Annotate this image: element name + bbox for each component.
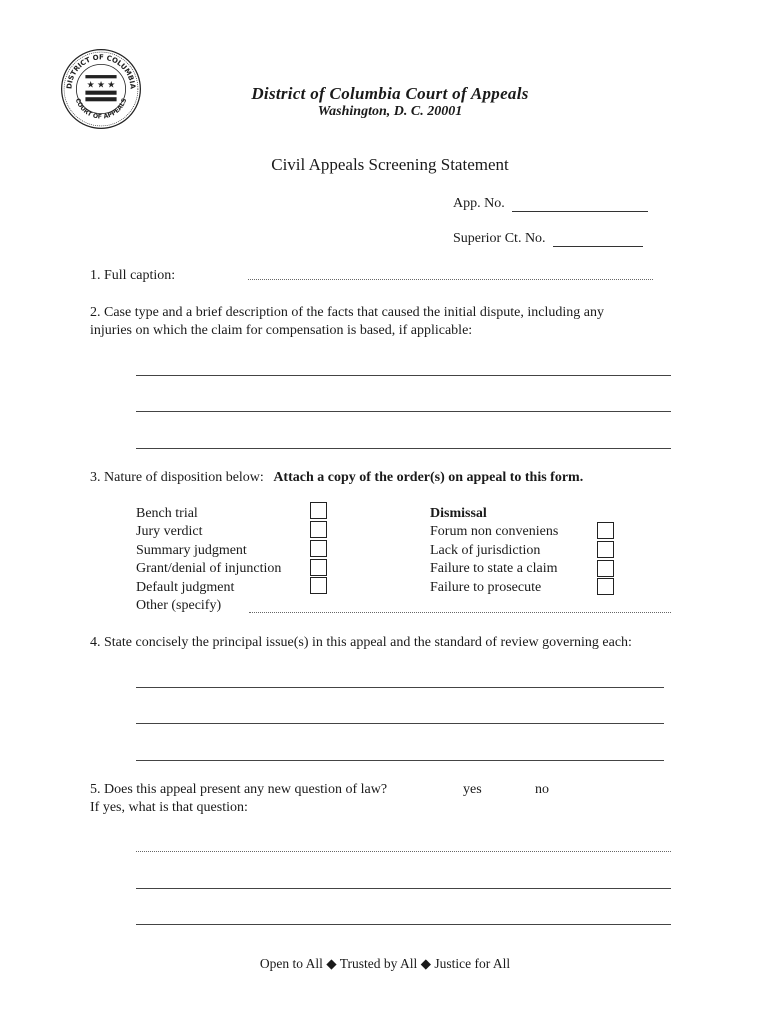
court-seal [60, 48, 142, 130]
q5-followup: If yes, what is that question: [90, 800, 248, 815]
option-forum-non-conveniens: Forum non conveniens [430, 524, 559, 539]
option-failure-to-state-claim: Failure to state a claim [430, 561, 558, 576]
q4-answer-line-2[interactable] [136, 723, 664, 724]
court-name: District of Columbia Court of Appeals [251, 84, 529, 103]
q5-answer-line-2[interactable] [136, 888, 671, 889]
checkbox-lack-of-jurisdiction[interactable] [597, 541, 614, 558]
q2-answer-line-2[interactable] [136, 411, 671, 412]
q5-answer-line-3[interactable] [136, 924, 671, 925]
footer-part-3: Justice for All [434, 956, 511, 971]
q2-line2: injuries on which the claim for compensation is based, if applicable: [90, 323, 473, 338]
superior-ct-no-label: Superior Ct. No. [453, 231, 546, 246]
diamond-icon: ◆ [326, 956, 337, 971]
checkbox-injunction[interactable] [310, 559, 327, 576]
checkbox-default-judgment[interactable] [310, 577, 327, 594]
checkbox-summary-judgment[interactable] [310, 540, 327, 557]
q5-answer-line-1[interactable] [136, 851, 671, 852]
app-no-label: App. No. [453, 196, 505, 211]
footer-part-2: Trusted by All [339, 956, 418, 971]
checkbox-jury-verdict[interactable] [310, 521, 327, 538]
option-lack-of-jurisdiction: Lack of jurisdiction [430, 543, 541, 558]
q3-label: 3. Nature of disposition below: [90, 470, 264, 485]
q4-answer-line-1[interactable] [136, 687, 664, 688]
q5-yes-option[interactable]: yes [463, 782, 482, 797]
option-bench-trial: Bench trial [136, 506, 198, 521]
option-failure-to-prosecute: Failure to prosecute [430, 580, 542, 595]
form-title: Civil Appeals Screening Statement [271, 155, 509, 174]
option-summary-judgment: Summary judgment [136, 543, 247, 558]
footer-part-1: Open to All [259, 956, 323, 971]
court-address: Washington, D. C. 20001 [317, 104, 463, 119]
full-caption-field[interactable] [248, 279, 653, 280]
q5-label: 5. Does this appeal present any new question of law? [90, 782, 388, 797]
q2-line1: 2. Case type and a brief description of the facts that caused the initial dispute, including any [90, 305, 604, 320]
seal-bottom-text: COURT OF APPEALS [73, 97, 129, 121]
app-no-field[interactable] [512, 197, 648, 212]
footer-motto [0, 956, 770, 972]
option-jury-verdict: Jury verdict [136, 524, 203, 539]
q2-answer-line-3[interactable] [136, 448, 671, 449]
option-default-judgment: Default judgment [136, 580, 235, 595]
seal-top-text: DISTRICT OF COLUMBIA [65, 53, 137, 90]
svg-text:★ ★ ★: ★ ★ ★ [86, 79, 116, 90]
checkbox-failure-to-prosecute[interactable] [597, 578, 614, 595]
q5-no-option[interactable]: no [535, 782, 549, 797]
q4-label: 4. State concisely the principal issue(s) in this appeal and the standard of review governing each: [90, 635, 632, 650]
q4-answer-line-3[interactable] [136, 760, 664, 761]
option-injunction: Grant/denial of injunction [136, 561, 282, 576]
checkbox-failure-to-state-claim[interactable] [597, 560, 614, 577]
checkbox-forum-non-conveniens[interactable] [597, 522, 614, 539]
other-specify-field[interactable] [249, 612, 671, 613]
diamond-icon: ◆ [420, 956, 432, 971]
superior-ct-no-field[interactable] [553, 232, 643, 247]
q3-instruction: Attach a copy of the order(s) on appeal to this form. [273, 470, 584, 485]
option-other-label: Other (specify) [136, 598, 222, 613]
checkbox-bench-trial[interactable] [310, 502, 327, 519]
dismissal-heading: Dismissal [430, 506, 487, 521]
q2-answer-line-1[interactable] [136, 375, 671, 376]
q1-label: 1. Full caption: [90, 268, 176, 283]
